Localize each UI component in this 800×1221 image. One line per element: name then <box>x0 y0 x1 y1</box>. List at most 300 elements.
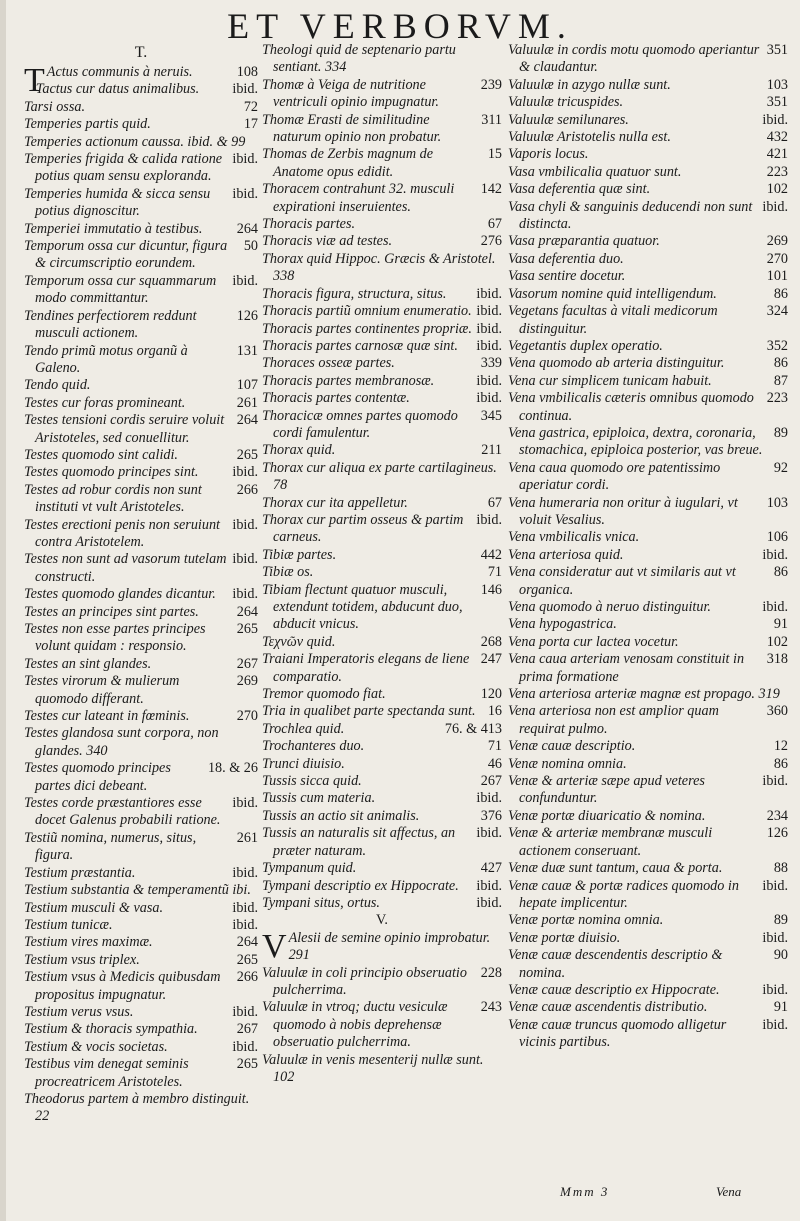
entry-text: Valuulæ tricuspides. <box>508 94 624 111</box>
index-entry <box>24 725 258 760</box>
index-entry <box>262 355 502 372</box>
index-entry <box>24 708 258 725</box>
index-entry <box>508 616 788 633</box>
index-entry <box>262 808 502 825</box>
entry-text: Testes ad robur cordis non sunt instituti vt vult Aristoteles. <box>24 481 202 516</box>
index-entry <box>508 564 788 599</box>
index-entry <box>24 830 258 865</box>
entry-text: Vena caua arteriam venosam constituit in prima formatione <box>508 651 745 685</box>
entry-text: Thorax quid Hippoc. Græcis & Aristotel. 338 <box>262 250 496 285</box>
page-edge <box>0 0 6 1221</box>
index-entry <box>508 164 788 181</box>
entry-text: Vegetans facultas à vitali medicorum distinguitur. <box>508 303 718 337</box>
page-reference: 427 <box>480 860 502 877</box>
page-reference: 264 <box>236 412 258 429</box>
index-entry <box>262 442 502 459</box>
entry-text: Thoracis partes carnosæ quæ sint. <box>262 337 458 354</box>
entry-text: Testium tunicæ. <box>24 916 113 933</box>
page-reference: ibid. <box>232 795 258 812</box>
entry-text: Thorax cur partim osseus & partim carneus. <box>262 511 464 546</box>
index-entry <box>262 721 502 738</box>
page-reference: 264 <box>236 220 258 237</box>
index-entry <box>508 355 788 372</box>
entry-text: Thoracis partes contentæ. <box>262 390 410 407</box>
index-entry <box>508 129 788 146</box>
index-entry <box>24 952 258 969</box>
entry-text: Testes quomodo principes partes dici debeant. <box>24 760 171 794</box>
entry-text: Vena arteriosa quid. <box>508 546 624 563</box>
index-entry <box>24 81 258 98</box>
entry-text: Tussis an naturalis sit affectus, an præter naturam. <box>262 825 456 859</box>
index-entry <box>262 112 502 147</box>
index-entry <box>262 825 502 860</box>
dropcap: V <box>262 927 287 965</box>
index-entry <box>508 425 788 460</box>
index-entry <box>508 251 788 268</box>
page-reference: 211 <box>481 442 502 459</box>
entry-text: Vasa deferentia quæ sint. <box>508 181 651 198</box>
index-column-1 <box>24 42 258 1126</box>
page-reference: ibid. <box>232 1038 258 1055</box>
entry-text: Trochanteres duo. <box>262 738 365 755</box>
entry-text: Testium & vocis societas. <box>24 1038 168 1055</box>
index-entry <box>262 927 502 965</box>
index-entry <box>24 656 258 673</box>
entry-text: Thoracis partiũ omnium enumeratio. <box>262 303 472 320</box>
index-entry <box>508 930 788 947</box>
entry-text: Thoracis viæ ad testes. <box>262 233 393 250</box>
index-entry <box>262 373 502 390</box>
index-entry <box>24 1056 258 1091</box>
entry-text: Testes glandosa sunt corpora, non glandes. 340 <box>24 725 219 759</box>
index-entry <box>262 582 502 634</box>
page-reference: ibid. <box>232 551 258 568</box>
entry-text: Temporum ossa cur dicuntur, figura & circumscriptio eorundem. <box>24 238 228 272</box>
index-entry <box>24 586 258 603</box>
entry-text: Tactus cur datus animalibus. <box>35 81 200 98</box>
entry-text: Testiũ nomina, numerus, situs, figura. <box>24 829 197 864</box>
index-entry <box>262 564 502 581</box>
entry-text: Tibiam flectunt quatuor musculi, extendunt totidem, abducunt duo, abducit vnicus. <box>262 581 463 633</box>
page-reference: 324 <box>766 303 788 320</box>
entry-text: Tussis an actio sit animalis. <box>262 807 420 824</box>
page-reference: ibid. <box>762 198 788 215</box>
entry-text: Venæ cauæ descriptio. <box>508 738 636 755</box>
index-entry <box>508 651 788 686</box>
page-reference: 17 <box>243 116 258 133</box>
page-reference: ibid. <box>762 599 788 615</box>
entry-text: Venæ cauæ truncus quomodo alligetur vicinis partibus. <box>508 1016 727 1051</box>
page-reference: 146 <box>480 581 502 598</box>
index-entry <box>508 233 788 250</box>
page-reference: 72 <box>243 98 258 115</box>
page-reference: 345 <box>480 407 502 424</box>
entry-text: Tympani descriptio ex Hippocrate. <box>262 877 459 894</box>
index-entry <box>24 1039 258 1056</box>
entry-text: Testium musculi & vasa. <box>24 899 163 916</box>
index-entry <box>24 412 258 447</box>
index-entry <box>24 221 258 238</box>
index-entry <box>262 547 502 564</box>
entry-text: Tympani situs, ortus. <box>262 894 380 911</box>
entry-text: Vena vmbilicalis vnica. <box>508 529 640 546</box>
index-entry <box>24 134 258 151</box>
page-reference: 267 <box>480 773 502 790</box>
entry-text: Tendines perfectiorem reddunt musculi actionem. <box>24 307 197 342</box>
entry-text: Vasa deferentia duo. <box>508 250 624 267</box>
entry-text: Alesii de semine opinio improbatur. 291 <box>288 929 491 964</box>
page-reference: 268 <box>480 633 502 650</box>
index-entry <box>508 77 788 94</box>
page-reference: 276 <box>480 233 502 250</box>
page-reference: 18. & 26 <box>207 760 258 777</box>
entry-text: Trunci diuisio. <box>262 755 345 772</box>
index-entry <box>24 795 258 830</box>
index-entry <box>262 303 502 320</box>
page-reference: 269 <box>766 233 788 250</box>
index-entry <box>24 447 258 464</box>
entry-text: Thomæ à Veiga de nutritione ventriculi opinio impugnatur. <box>262 76 439 111</box>
index-entry <box>508 460 788 495</box>
page-reference: ibid. <box>476 303 502 320</box>
entry-text: Trochlea quid. <box>262 720 345 737</box>
page-reference: ibid. <box>476 511 502 528</box>
index-entry <box>262 286 502 303</box>
entry-text: Temperiei immutatio à testibus. <box>24 220 203 237</box>
index-entry <box>24 1091 258 1126</box>
entry-text: Vena arteriosa non est amplior quam requirat pulmo. <box>508 703 719 737</box>
page-reference: ibid. <box>476 790 502 807</box>
index-entry <box>24 99 258 116</box>
page-reference: 87 <box>773 372 788 389</box>
index-entry <box>508 860 788 877</box>
page-reference: ibid. <box>762 877 788 894</box>
page-reference: ibid. <box>762 773 788 790</box>
page-reference: 265 <box>236 446 258 463</box>
page-reference: 265 <box>236 1056 258 1073</box>
page-reference: 432 <box>766 129 788 146</box>
entry-text: Thoracem contrahunt 32. musculi expirationi inseruientes. <box>262 181 455 215</box>
index-entry <box>508 146 788 163</box>
index-entry <box>24 917 258 934</box>
page-reference: 270 <box>766 250 788 267</box>
page-reference: ibid. <box>476 320 502 337</box>
entry-text: Thoracis partes. <box>262 216 356 233</box>
index-entry <box>508 999 788 1016</box>
entry-text: Thorax cur aliqua ex parte cartilagineus. 78 <box>262 459 497 494</box>
page-reference: 311 <box>481 111 502 128</box>
page-reference: ibid. <box>476 877 502 894</box>
entry-text: Testes non sunt ad vasorum tutelam constructi. <box>24 551 227 585</box>
page-reference: ibid. <box>232 864 258 881</box>
entry-text: Thoracis partes continentes propriæ. <box>262 320 472 337</box>
index-entry <box>24 464 258 481</box>
entry-text: Tussis sicca quid. <box>262 773 362 790</box>
entry-text: Venæ portæ diuaricatio & nomina. <box>508 807 706 824</box>
index-entry <box>262 999 502 1051</box>
page-reference: 318 <box>766 651 788 668</box>
page-reference: ibid. <box>762 981 788 998</box>
entry-text: Tympanum quid. <box>262 860 357 877</box>
entry-text: Testes corde præstantiores esse docet Galenus probabili ratione. <box>24 795 221 829</box>
entry-text: Testes cur lateant in fœminis. <box>24 708 190 725</box>
entry-text: Testes an sint glandes. <box>24 655 152 672</box>
index-entry <box>24 882 258 899</box>
entry-text: Testes an principes sint partes. <box>24 603 199 620</box>
entry-text: Vasa chyli & sanguinis deducendi non sunt distincta. <box>508 198 753 233</box>
index-entry <box>262 634 502 651</box>
entry-text: Testium vires maximæ. <box>24 934 153 951</box>
entry-text: Testes quomodo glandes dicantur. <box>24 586 216 603</box>
dropcap: T <box>24 62 45 99</box>
page-reference: ibid. <box>232 185 258 202</box>
entry-text: Vena gastrica, epiploica, dextra, coronaria, stomachica, epiploica posterior, vas breue. <box>508 424 763 459</box>
entry-text: Testes virorum & mulierum quomodo differant. <box>24 673 180 707</box>
index-entry <box>262 321 502 338</box>
index-entry <box>24 186 258 221</box>
index-entry <box>508 686 788 703</box>
index-entry <box>508 112 788 129</box>
index-entry <box>262 1052 502 1087</box>
page-header: ET VERBORVM. <box>227 6 573 46</box>
entry-text: Venæ cauæ ascendentis distributio. <box>508 999 708 1016</box>
page-reference: 351 <box>766 94 788 111</box>
page-reference: 67 <box>487 494 502 511</box>
index-entry <box>262 738 502 755</box>
index-entry <box>262 790 502 807</box>
index-entry <box>262 181 502 216</box>
index-entry <box>508 878 788 913</box>
index-entry <box>24 238 258 273</box>
page-reference: 71 <box>487 738 502 755</box>
page-reference: 91 <box>773 616 788 633</box>
page-reference: 247 <box>480 651 502 668</box>
entry-text: Thoracicæ omnes partes quomodo cordi famulentur. <box>262 407 458 441</box>
page-reference: 15 <box>487 146 502 163</box>
index-entry <box>262 408 502 443</box>
index-entry <box>508 529 788 546</box>
page-reference: ibid. <box>476 285 502 302</box>
entry-text: Vena vmbilicalis cæteris omnibus quomodo continua. <box>508 390 754 424</box>
page-reference: 261 <box>236 394 258 411</box>
entry-text: Testium & thoracis sympathia. <box>24 1021 198 1038</box>
page-reference: 86 <box>773 285 788 302</box>
index-entry <box>24 865 258 882</box>
entry-text: Testes cur foras promineant. <box>24 394 186 411</box>
index-entry <box>508 303 788 338</box>
index-entry <box>508 181 788 198</box>
page-reference: 90 <box>773 947 788 964</box>
entry-text: Testibus vim denegat seminis procreatricem Aristoteles. <box>24 1056 189 1090</box>
entry-text: Temperies actionum caussa. ibid. & 99 <box>24 133 246 150</box>
entries <box>262 42 502 1086</box>
index-entry <box>262 686 502 703</box>
entry-text: Vena quomodo à neruo distinguitur. <box>508 599 711 615</box>
index-entry <box>508 825 788 860</box>
entry-text: Testes non esse partes principes volunt quidam : responsio. <box>24 621 206 655</box>
entry-text: Tremor quomodo fiat. <box>262 686 386 703</box>
page-reference: 142 <box>480 181 502 198</box>
index-column-2 <box>262 42 502 1086</box>
entry-text: Valuulæ Aristotelis nulla est. <box>508 129 671 146</box>
page-reference: ibid. <box>762 929 788 946</box>
index-entry <box>262 42 502 77</box>
page-reference: 243 <box>480 999 502 1016</box>
page-reference: 101 <box>766 268 788 285</box>
index-entry <box>508 495 788 530</box>
entry-text: Temporum ossa cur squammarum modo committantur. <box>24 272 217 307</box>
entry-text: Theologi quid de septenario partu sentiant. 334 <box>262 42 456 76</box>
page-reference: 46 <box>487 755 502 772</box>
entry-text: Thorax cur ita appelletur. <box>262 494 408 511</box>
page-reference: 442 <box>480 546 502 563</box>
index-entry <box>24 900 258 917</box>
page-reference: 108 <box>236 64 258 80</box>
entry-text: Vena porta cur lactea vocetur. <box>508 633 679 650</box>
entry-text: Testes quomodo principes sint. <box>24 464 199 481</box>
index-entry <box>24 551 258 586</box>
entry-text: Testes quomodo sint calidi. <box>24 446 178 463</box>
page-reference: 261 <box>236 829 258 846</box>
page-reference: ibid. <box>762 546 788 563</box>
index-entry <box>24 517 258 552</box>
page-reference: 102 <box>766 181 788 198</box>
page-reference: 266 <box>236 969 258 986</box>
page-reference: 223 <box>766 390 788 407</box>
index-entry <box>262 773 502 790</box>
entries <box>508 42 788 1052</box>
page-reference: 239 <box>480 76 502 93</box>
page-reference: ibid. <box>476 372 502 389</box>
index-entry <box>262 703 502 720</box>
entry-text: Tria in qualibet parte spectanda sunt. <box>262 703 476 720</box>
index-entry <box>508 338 788 355</box>
page-reference: 91 <box>773 999 788 1016</box>
entry-text: Vegetantis duplex operatio. <box>508 337 663 354</box>
page-reference: 67 <box>487 216 502 233</box>
index-entry <box>24 308 258 343</box>
index-entry <box>24 673 258 708</box>
entry-text: Venæ cauæ & portæ radices quomodo in hepate implicentur. <box>508 877 739 911</box>
index-entry <box>508 268 788 285</box>
entry-text: Temperies partis quid. <box>24 116 151 133</box>
entry-text: Vena arteriosa arteriæ magnæ est propago. 319 <box>508 686 780 703</box>
page-reference: 126 <box>236 307 258 324</box>
index-entry <box>508 773 788 808</box>
entry-text: Valuulæ in vtroq; ductu vesiculæ quomodo à nobis deprehensæ obseruatio pulcherrima. <box>262 999 448 1051</box>
index-entry <box>262 390 502 407</box>
page-reference: ibid. <box>232 464 258 481</box>
entry-text: Vasorum nomine quid intelligendum. <box>508 285 717 302</box>
entry-text: Actus communis à neruis. <box>46 64 193 80</box>
index-entry <box>262 233 502 250</box>
page-reference: 120 <box>480 686 502 703</box>
entry-text: Vena caua quomodo ore patentissimo aperiatur cordi. <box>508 459 721 494</box>
page-reference: 16 <box>487 703 502 720</box>
page-reference: 270 <box>236 708 258 725</box>
page-reference: 265 <box>236 621 258 637</box>
entry-text: Vena hypogastrica. <box>508 616 617 633</box>
index-entry <box>508 390 788 425</box>
entry-text: Venæ & arteriæ sæpe apud veteres confunduntur. <box>508 773 705 807</box>
page-reference: 352 <box>766 337 788 354</box>
entry-text: Τεχνῶν quid. <box>262 633 336 650</box>
index-entry <box>508 756 788 773</box>
entry-text: Vena cur simplicem tunicam habuit. <box>508 372 712 389</box>
entry-text: Thoracis partes membranosæ. <box>262 372 435 389</box>
index-entry <box>262 460 502 495</box>
index-entry <box>24 395 258 412</box>
page-reference: 234 <box>766 807 788 824</box>
page-reference: 266 <box>236 481 258 498</box>
page-reference: 269 <box>236 673 258 690</box>
index-entry <box>24 273 258 308</box>
index-entry <box>262 878 502 895</box>
entry-text: Thomas de Zerbis magnum de Anatome opus edidit. <box>262 146 434 180</box>
page-reference: 89 <box>773 424 788 441</box>
entry-text: Vena humeraria non oritur à iugulari, vt voluit Vesalius. <box>508 494 738 528</box>
entry-text: Venæ duæ sunt tantum, caua & porta. <box>508 860 723 877</box>
index-entry <box>508 982 788 999</box>
index-entry <box>24 377 258 394</box>
entry-text: Vaporis locus. <box>508 146 589 163</box>
index-entry <box>262 77 502 112</box>
entry-text: Tussis cum materia. <box>262 790 376 807</box>
entry-text: Temperies frigida & calida ratione potius quam sensu exploranda. <box>24 151 223 185</box>
entry-text: Valuulæ in coli principio obseruatio pulcherrima. <box>262 964 467 998</box>
index-entry <box>24 969 258 1004</box>
index-column-3 <box>508 42 788 1052</box>
entry-text: Vena consideratur aut vt similaris aut vt organica. <box>508 564 736 598</box>
index-entry <box>262 512 502 547</box>
index-entry <box>24 1004 258 1021</box>
signature-mark: Mmm 3 <box>560 1184 610 1199</box>
page-reference: 76. & 413 <box>444 720 502 737</box>
section-letter-t: T. <box>134 44 148 61</box>
entry-text: Valuulæ in azygo nullæ sunt. <box>508 76 671 93</box>
index-entry <box>508 547 788 564</box>
entry-text: Testium vsus triplex. <box>24 951 140 968</box>
page-reference: 89 <box>773 912 788 929</box>
index-entry <box>24 482 258 517</box>
entry-text: Venæ portæ diuisio. <box>508 929 621 946</box>
entry-text: Theodorus partem à membro distinguit. 22 <box>24 1090 250 1125</box>
index-entry <box>24 621 258 656</box>
page-reference: 339 <box>480 355 502 372</box>
index-entry <box>508 634 788 651</box>
index-entry <box>262 965 502 1000</box>
page-reference: ibid. <box>476 825 502 842</box>
entry-text: Tarsi ossa. <box>24 98 85 115</box>
entry-text: Valuulæ in venis mesenterij nullæ sunt. 102 <box>262 1051 484 1085</box>
entry-text: Venæ portæ nomina omnia. <box>508 912 664 929</box>
entry-text: Tendo primũ motus organũ à Galeno. <box>24 342 188 376</box>
page-reference: 223 <box>766 163 788 180</box>
entry-text: Tibiæ os. <box>262 564 314 581</box>
entry-text: Tendo quid. <box>24 377 91 394</box>
entry-text: Vena quomodo ab arteria distinguitur. <box>508 355 725 372</box>
entry-text: Testium substantia & temperamentũ ibi. <box>24 882 251 899</box>
section-letter <box>262 912 502 929</box>
entry-text: Vasa vmbilicalia quatuor sunt. <box>508 163 682 180</box>
page-reference: ibid. <box>232 899 258 916</box>
entry-text: Venæ nomina omnia. <box>508 755 627 772</box>
page-reference: ibid. <box>476 390 502 407</box>
page-reference: 376 <box>480 807 502 824</box>
index-entry <box>262 756 502 773</box>
page-reference: 107 <box>236 377 258 394</box>
index-entry <box>508 703 788 738</box>
